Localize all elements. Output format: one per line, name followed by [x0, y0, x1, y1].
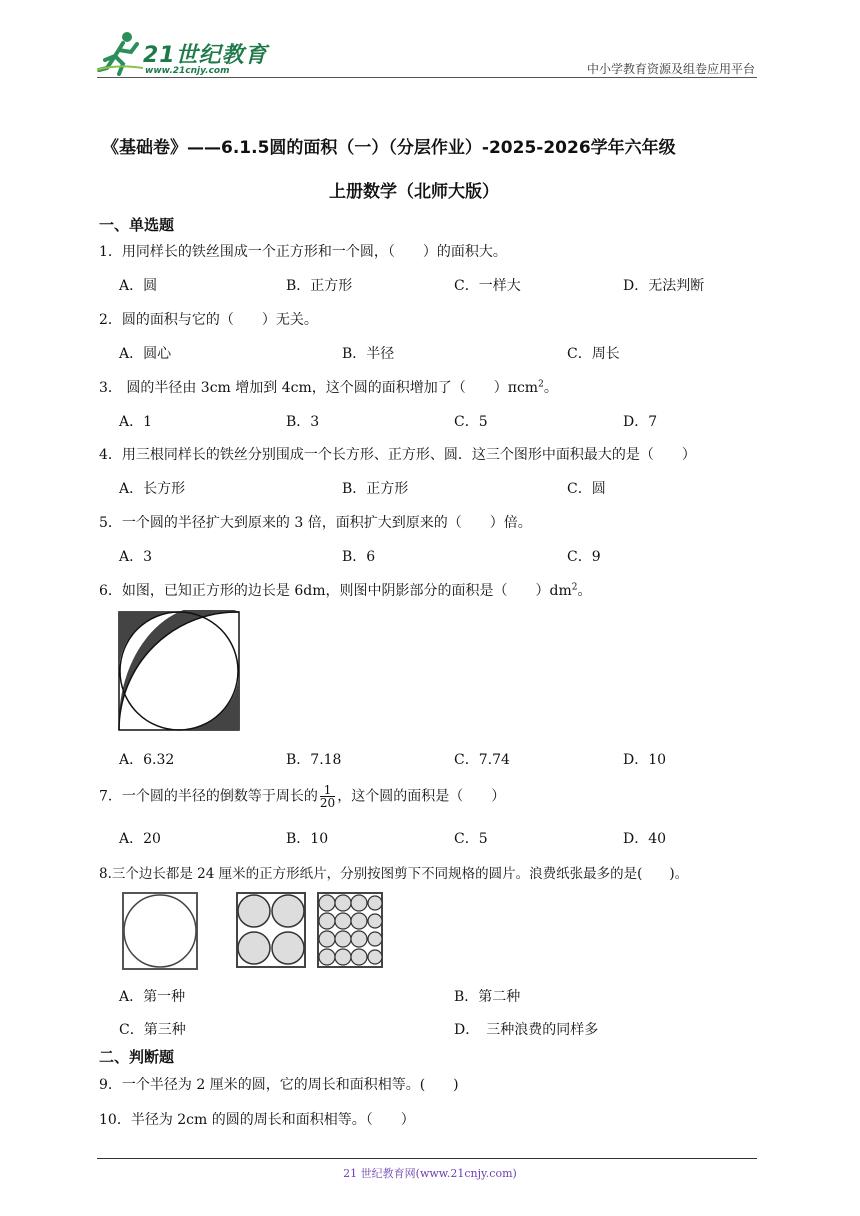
q3-option-b: B．3 — [286, 414, 320, 430]
q4-option-b: B．正方形 — [342, 481, 409, 497]
question-1-stem: 1．用同样长的铁丝围成一个正方形和一个圆，（ ）的面积大。 — [99, 244, 507, 260]
q8-option-d: D． 三种浪费的同样多 — [454, 1022, 599, 1038]
q1-option-a: A．圆 — [119, 278, 158, 294]
paper-sixteen-circles-figure — [316, 891, 384, 969]
q2-option-b: B．半径 — [342, 346, 395, 362]
q5-option-b: B．6 — [342, 549, 376, 565]
q6-option-c: C．7.74 — [454, 752, 510, 768]
q1-option-b: B．正方形 — [286, 278, 353, 294]
q7-option-a: A．20 — [119, 831, 161, 847]
q4-option-a: A．长方形 — [119, 481, 186, 497]
q8-option-a: A．第一种 — [119, 989, 186, 1005]
question-9-stem: 9．一个半径为 2 厘米的圆，它的周长和面积相等。( ) — [99, 1077, 459, 1093]
question-3-stem: 3． 圆的半径由 3cm 增加到 4cm，这个圆的面积增加了（ ）πcm$^2$。 — [99, 379, 558, 396]
q7-option-b: B．10 — [286, 831, 329, 847]
q3-option-c: C．5 — [454, 414, 488, 430]
q6-option-a: A．6.32 — [119, 752, 175, 768]
logo-text: 21世纪教育 — [143, 43, 268, 68]
question-5-stem: 5．一个圆的半径扩大到原来的 3 倍，面积扩大到原来的（ ）倍。 — [99, 515, 532, 531]
q7-option-d: D．40 — [623, 831, 667, 847]
q8-option-b: B．第二种 — [454, 989, 521, 1005]
header-divider — [97, 77, 757, 78]
question-8-stem: 8.三个边长都是 24 厘米的正方形纸片，分别按图剪下不同规格的圆片。浪费纸张最多的是( )。 — [99, 866, 689, 882]
q7-option-c: C．5 — [454, 831, 488, 847]
question-6-stem: 6．如图，已知正方形的边长是 6dm，则图中阴影部分的面积是（ ）$dm^2$。 — [99, 582, 592, 599]
section-heading-true-false: 二、判断题 — [99, 1048, 175, 1066]
q4-option-c: C．圆 — [567, 481, 606, 497]
platform-name: 中小学教育资源及组卷应用平台 — [586, 62, 755, 76]
footer-text: 21 世纪教育网(www.21cnjy.com) — [343, 1167, 517, 1180]
q6-option-d: D．10 — [623, 752, 667, 768]
logo-url: www.21cnjy.com — [145, 66, 230, 76]
question-2-stem: 2．圆的面积与它的（ ）无关。 — [99, 312, 318, 328]
q6-option-b: B．7.18 — [286, 752, 342, 768]
q3-option-a: A．1 — [119, 414, 153, 430]
square-with-circle-figure — [117, 610, 241, 732]
question-10-stem: 10．半径为 2cm 的圆的周长和面积相等。（ ） — [99, 1112, 415, 1128]
fraction-1-20: $\frac{1}{20}$ — [319, 783, 336, 810]
footer-divider — [97, 1158, 757, 1159]
question-7-stem: 7．一个圆的半径的倒数等于周长的 $\frac{1}{20}$ ，这个圆的面积是（ ） — [99, 783, 506, 810]
q5-option-c: C．9 — [567, 549, 601, 565]
title-line-1: 《基础卷》——6.1.5圆的面积（一）（分层作业）-2025-2026学年六年级 — [102, 138, 676, 158]
runner-logo-icon — [97, 30, 145, 76]
q8-option-c: C．第三种 — [119, 1022, 186, 1038]
q1-option-d: D．无法判断 — [623, 278, 705, 294]
title-line-2: 上册数学（北师大版） — [329, 182, 499, 202]
q2-option-c: C．周长 — [567, 346, 620, 362]
section-heading-single-choice: 一、单选题 — [99, 216, 175, 234]
paper-four-circles-figure — [235, 891, 307, 969]
question-4-stem: 4．用三根同样长的铁丝分别围成一个长方形、正方形、圆．这三个图形中面积最大的是（ ） — [99, 447, 696, 463]
paper-one-large-circle-figure — [121, 891, 199, 971]
q1-option-c: C．一样大 — [454, 278, 521, 294]
q2-option-a: A．圆心 — [119, 346, 172, 362]
q3-option-d: D．7 — [623, 414, 658, 430]
q5-option-a: A．3 — [119, 549, 153, 565]
